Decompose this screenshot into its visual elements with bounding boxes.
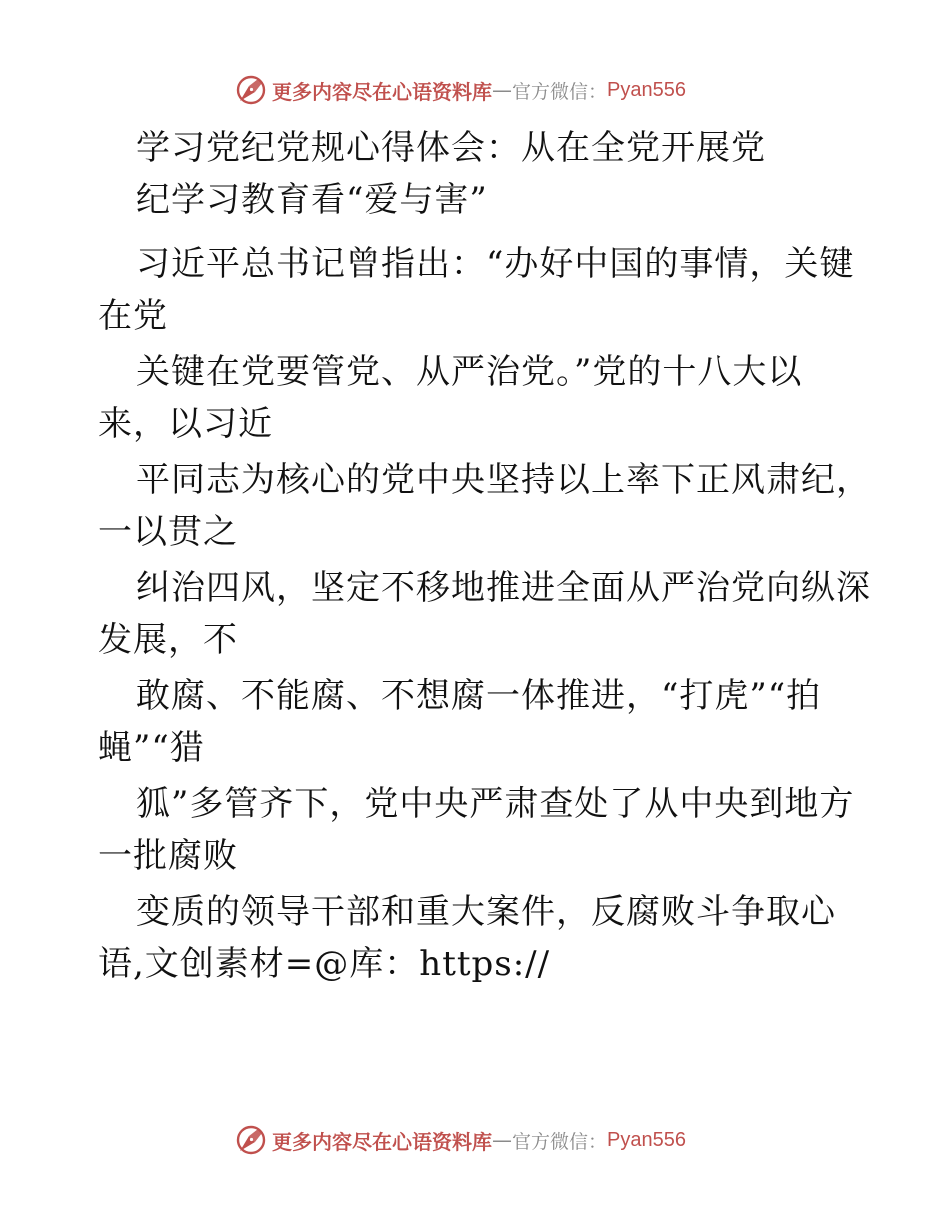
- paragraph-line: 一批腐败: [98, 836, 238, 876]
- banner-wechat-label: 官方微信：: [512, 80, 608, 103]
- paragraph-line: 在党: [98, 296, 168, 336]
- paragraph-line: 语,文创素材=@库：https://: [98, 944, 551, 984]
- paragraph-line: 蝇”“猎: [98, 728, 205, 768]
- banner-main-text: 更多内容尽在心语资料库: [272, 1129, 492, 1154]
- document-title-line-2: 纪学习教育看“爱与害”: [136, 180, 488, 220]
- document-body: [98, 122, 878, 990]
- header-watermark-banner: [234, 70, 686, 110]
- paragraph-line: 发展，不: [98, 620, 238, 660]
- paragraph-line: 变质的领导干部和重大案件，反腐败斗争取心: [136, 892, 836, 932]
- pen-nib-logo-icon: [234, 73, 268, 107]
- banner-wechat-label: 官方微信：: [512, 1130, 608, 1153]
- banner-main-text: 更多内容尽在心语资料库: [272, 79, 492, 104]
- banner-wechat-id: Pyan556: [607, 78, 686, 101]
- footer-watermark-banner: [234, 1120, 686, 1160]
- banner-separator: —: [492, 78, 512, 102]
- banner-separator: —: [492, 1128, 512, 1152]
- pen-nib-logo-icon: [234, 1123, 268, 1157]
- paragraph-line: 习近平总书记曾指出：“办好中国的事情，关键: [136, 244, 855, 284]
- paragraph-line: 来，以习近: [98, 404, 273, 444]
- paragraph-line: 狐”多管齐下，党中央严肃查处了从中央到地方: [136, 784, 855, 824]
- paragraph-line: 纠治四风，坚定不移地推进全面从严治党向纵深: [136, 568, 871, 608]
- banner-wechat-id: Pyan556: [607, 1128, 686, 1151]
- paragraph-line: 敢腐、不能腐、不想腐一体推进，“打虎”“拍: [136, 676, 822, 716]
- document-title-line-1: 学习党纪党规心得体会：从在全党开展党: [136, 128, 766, 168]
- paragraph-line: 平同志为核心的党中央坚持以上率下正风肃纪，: [136, 460, 871, 500]
- paragraph-line: 关键在党要管党、从严治党。”党的十八大以: [136, 352, 803, 392]
- paragraph-line: 一以贯之: [98, 512, 238, 552]
